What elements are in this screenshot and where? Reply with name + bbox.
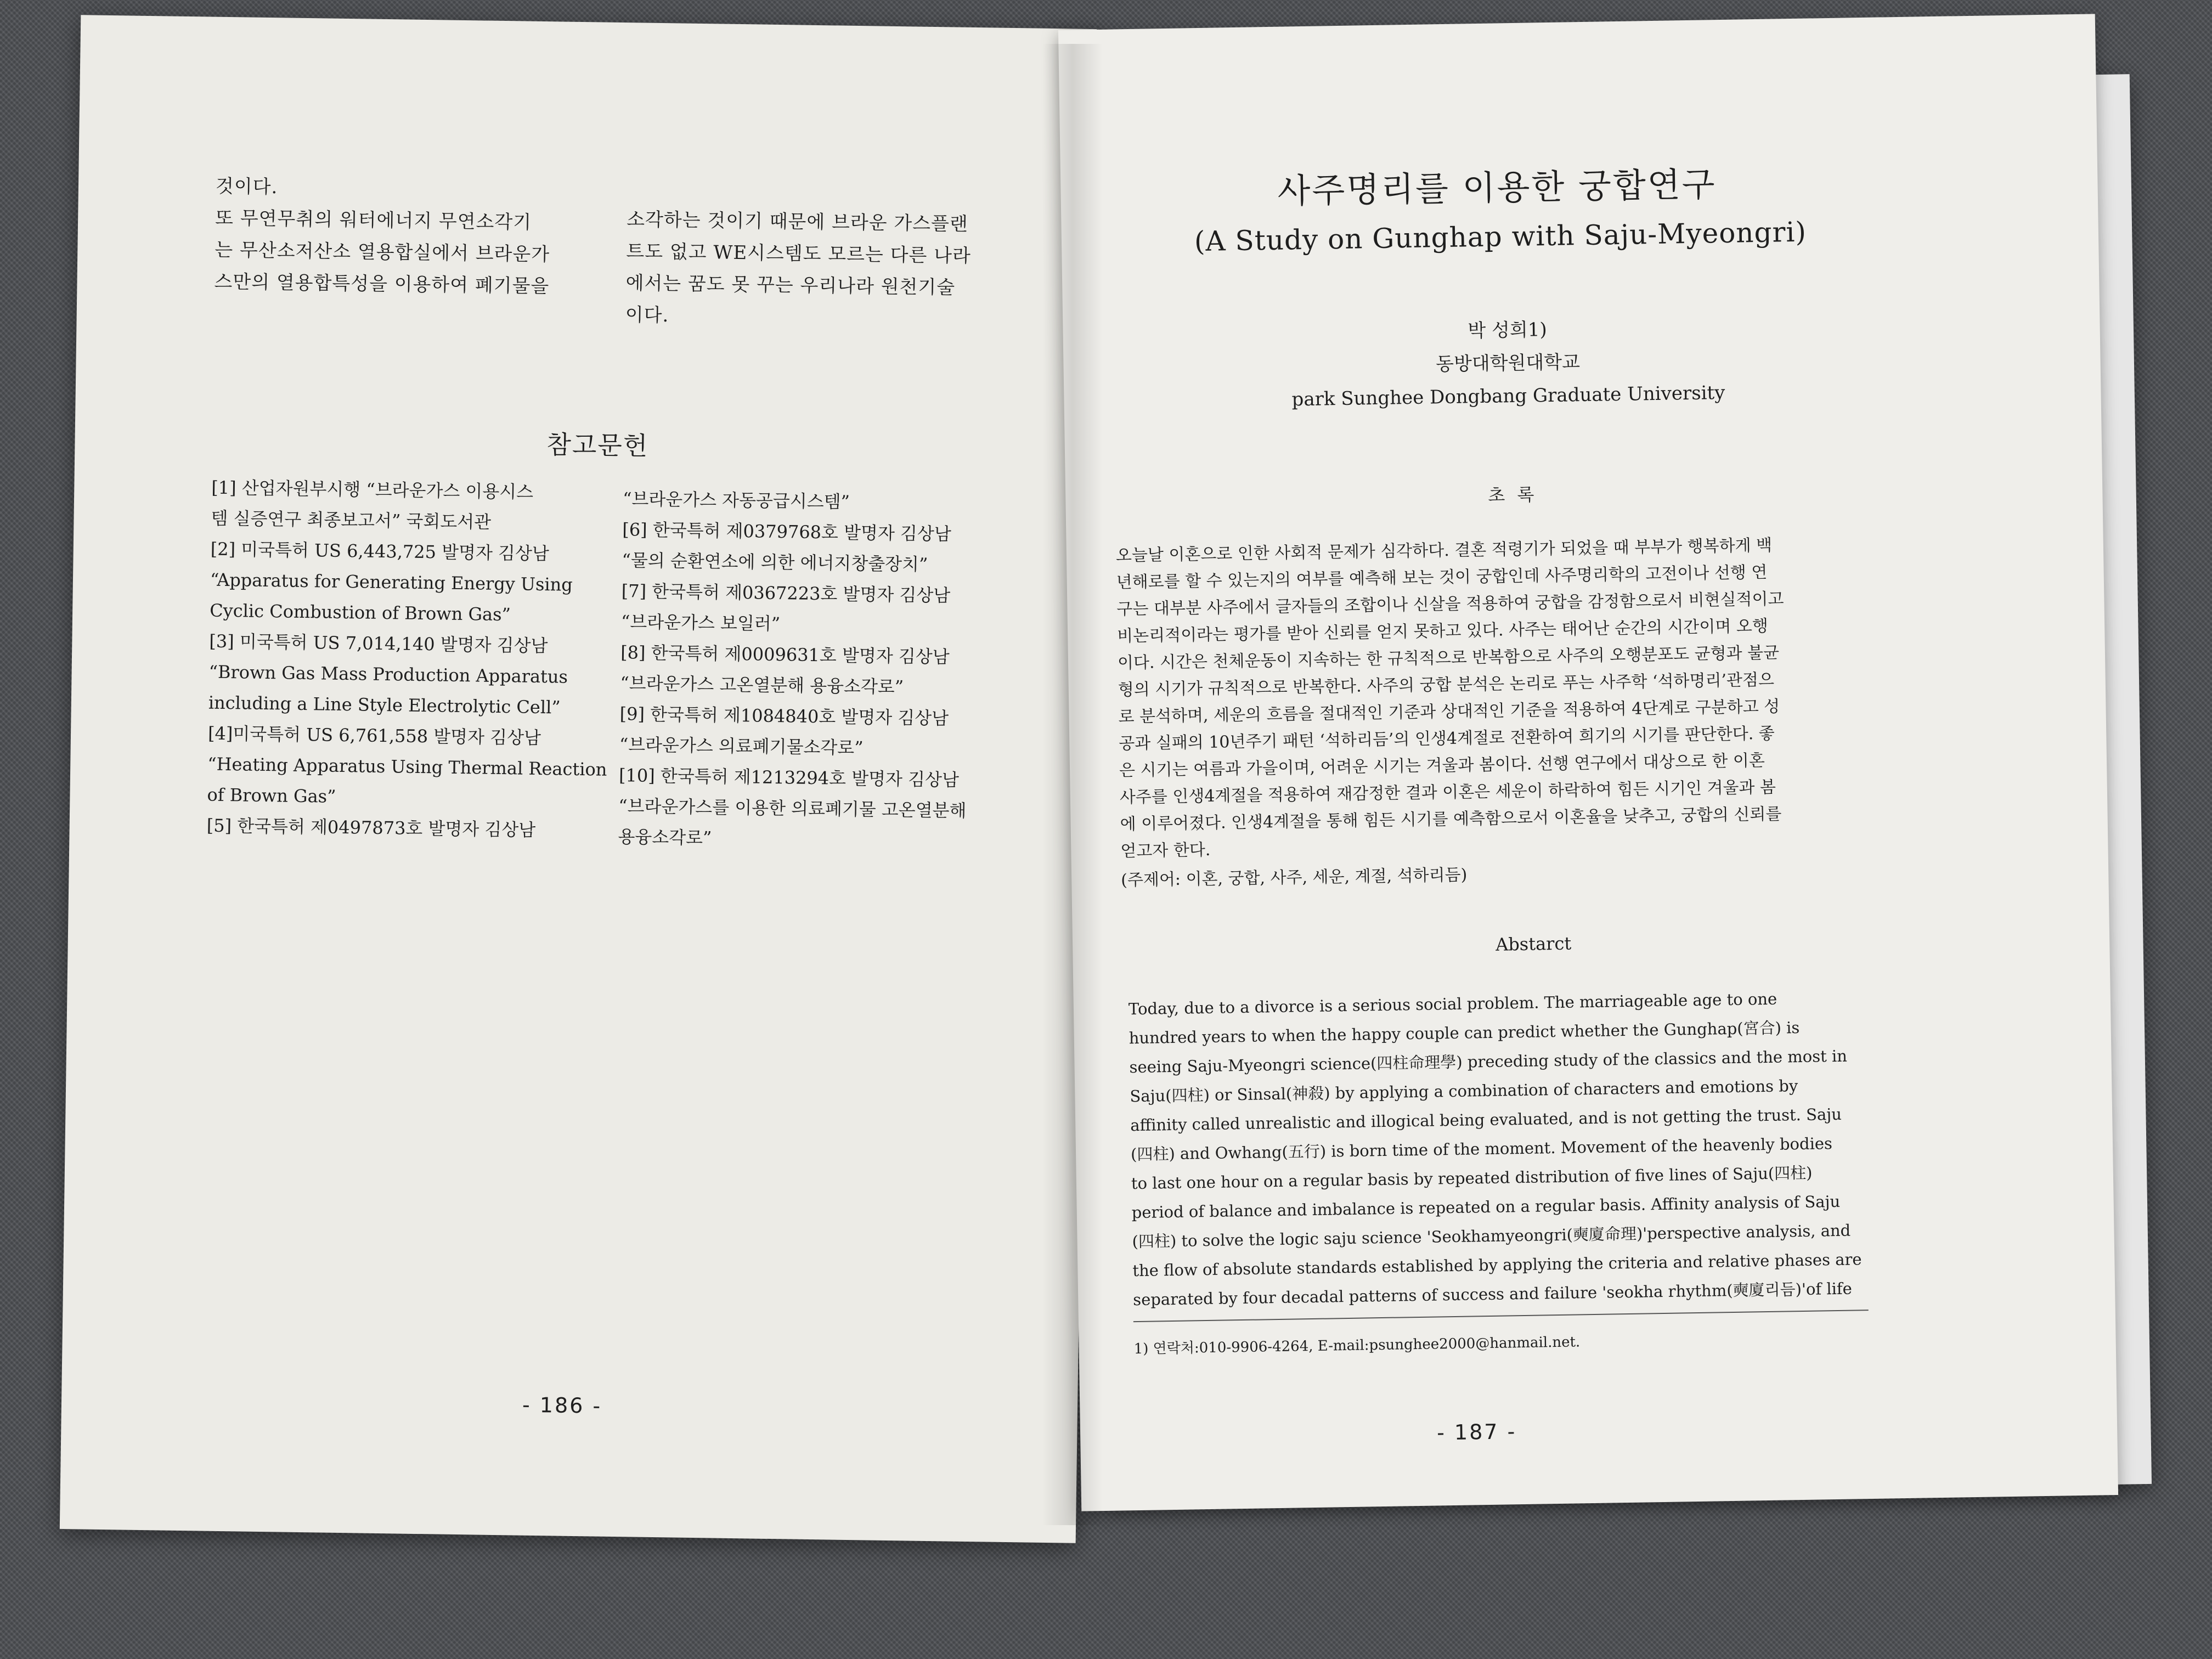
reference-line: “물의 순환연소에 의한 에너지창출장치” — [622, 550, 928, 575]
text-line: 이다. 시간은 천체운동이 지속하는 한 규칙적으로 반복함으로 사주의 오행분포도 균형과 불균 — [1117, 643, 1780, 673]
text-line: period of balance and imbalance is repeated on a regular basis. Affinity analysis of Saju — [1131, 1192, 1841, 1222]
reference-line: “Apparatus for Generating Energy Using — [210, 569, 573, 595]
abstract-heading-en: Abstarct — [1495, 933, 1572, 955]
keywords: (주제어: 이혼, 궁합, 사주, 세운, 계절, 석하리듬) — [1120, 865, 1468, 890]
reference-line: “브라운가스 고온열분해 용융소각로” — [620, 673, 904, 698]
abstract-en — [1128, 983, 1869, 1314]
reference-line: of Brown Gas” — [207, 784, 336, 807]
paper-title-kr: 사주명리를 이용한 궁합연구 — [1277, 164, 1717, 211]
reference-line: [8] 한국특허 제0009631호 발명자 김상남 — [620, 642, 950, 668]
text-line: 비논리적이라는 평가를 받아 신뢰를 얻지 못하고 있다. 사주는 태어난 순간의 시간이며 오행 — [1117, 616, 1769, 646]
text-line: 형의 시기가 규칙적으로 반복한다. 사주의 궁합 분석은 논리로 푸는 사주학 ‘석하명리’관점으 — [1118, 670, 1775, 700]
reference-line: [3] 미국특허 US 7,014,140 발명자 김상남 — [209, 630, 548, 657]
text-line: 구는 대부분 사주에서 글자들의 조합이나 신살을 적용하여 궁합을 감정함으로서 비현실적이고 — [1116, 589, 1784, 619]
text-line: seeing Saju-Myeongri science(四柱命理學) preceding study of the classics and the most in — [1129, 1046, 1848, 1077]
reference-line: [5] 한국특허 제0497873호 발명자 김상남 — [206, 815, 536, 840]
reference-line: “브라운가스를 이용한 의료폐기물 고온열분해 — [618, 795, 967, 821]
reference-line: “Brown Gas Mass Production Apparatus — [208, 661, 568, 687]
abstract-kr — [1116, 531, 1867, 894]
reference-line: [6] 한국특허 제0379768호 발명자 김상남 — [622, 519, 952, 545]
text-line: 공과 실패의 10년주기 패턴 ‘석하리듬’의 인생4계절로 전환하여 희기의 시기를 판단한다. 좋 — [1119, 724, 1775, 754]
text-line: the flow of absolute standards established by applying the criteria and relative phases are — [1132, 1250, 1862, 1280]
text-line: 사주를 인생4계절을 적용하여 재감정한 결과 이혼은 세운이 하락하여 힘든 시기인 겨울과 봄 — [1119, 777, 1776, 808]
author-name-en: park Sunghee Dongbang Graduate University — [1291, 382, 1725, 411]
reference-line: [4]미국특허 US 6,761,558 발명자 김상남 — [207, 723, 541, 749]
reference-line: [9] 한국특허 제1084840호 발명자 김상남 — [619, 703, 949, 729]
body-text-col2 — [625, 204, 1043, 337]
text-line: 것이다. — [215, 175, 278, 199]
reference-line: [7] 한국특허 제0367223호 발명자 김상남 — [621, 580, 951, 606]
affiliation: 동방대학원대학교 — [1435, 351, 1581, 376]
text-line: Saju(四柱) or Sinsal(神殺) by applying a combination of characters and emotions by — [1130, 1076, 1798, 1106]
text-line: 오늘날 이혼으로 인한 사회적 문제가 심각하다. 결혼 적령기가 되었을 때 부부가 행복하게 백 — [1115, 535, 1773, 566]
text-line: 이다. — [625, 304, 669, 327]
text-line: (四柱) and Owhang(五行) is born time of the moment. Movement of the heavenly bodies — [1130, 1134, 1833, 1164]
text-line: affinity called unrealistic and illogical being evaluated, and is not getting the trust. Saju — [1130, 1104, 1842, 1135]
text-line: 에서는 꿈도 못 꾸는 우리나라 원천기술 — [625, 272, 956, 299]
text-line: 로 분석하며, 세운의 흐름을 절대적인 기준과 상대적인 기준을 적용하여 4단계로 구분하고 성 — [1118, 697, 1780, 727]
right-page — [1058, 14, 2118, 1511]
reference-line: [2] 미국특허 US 6,443,725 발명자 김상남 — [210, 538, 550, 565]
footnote: 1) 연락처:010-9906-4264, E-mail:psunghee2000@hanmail.net. — [1133, 1334, 1581, 1358]
reference-line: 템 실증연구 최종보고서” 국회도서관 — [211, 507, 492, 533]
reference-line: “브라운가스 보일러” — [620, 611, 781, 635]
page-number-right: - 187 - — [1436, 1419, 1517, 1445]
reference-line: “Heating Apparatus Using Thermal Reaction — [207, 753, 607, 780]
reference-line: [1] 산업자원부시행 “브라운가스 이용시스 — [211, 477, 534, 503]
reference-line: “브라운가스 자동공급시스템” — [622, 488, 850, 512]
references-col1 — [206, 472, 628, 847]
text-line: 년해로를 할 수 있는지의 여부를 예측해 보는 것이 궁합인데 사주명리학의 고전이나 선행 연 — [1116, 562, 1768, 592]
text-line: 은 시기는 여름과 가을이며, 어려운 시기는 겨울과 봄이다. 선행 연구에서 대상으로 한 이혼 — [1119, 751, 1765, 781]
abstract-heading-kr: 초 록 — [1488, 484, 1538, 506]
text-line: 스만의 열용합특성을 이용하여 폐기물을 — [214, 270, 550, 298]
references-title: 참고문헌 — [546, 430, 649, 461]
text-line: Today, due to a divorce is a serious social problem. The marriageable age to one — [1128, 989, 1778, 1019]
text-line: 또 무연무취의 워터에너지 무연소각기 — [215, 207, 532, 234]
text-line: 소각하는 것이기 때문에 브라운 가스플랜 — [626, 208, 969, 235]
text-line: hundred years to when the happy couple can predict whether the Gunghap(宮合) is — [1128, 1018, 1800, 1048]
references-col2 — [618, 483, 1051, 858]
text-line: separated by four decadal patterns of success and failure 'seokha rhythm(奭廈리듬)'of life — [1133, 1279, 1853, 1310]
text-line: to last one hour on a regular basis by repeated distribution of five lines of Saju(四柱) — [1131, 1163, 1813, 1193]
reference-line: “브라운가스 의료폐기물소각로” — [619, 734, 864, 759]
page-number-left: - 186 - — [522, 1392, 602, 1418]
text-line: 트도 없고 WE시스템도 모르는 다른 나라 — [626, 240, 972, 267]
reference-line: Cyclic Combustion of Brown Gas” — [209, 600, 511, 625]
body-text-col1 — [214, 171, 633, 304]
author-name: 박 성희1) — [1468, 319, 1548, 342]
left-page — [60, 15, 1097, 1543]
reference-line: 용융소각로” — [618, 826, 712, 849]
reference-line: including a Line Style Electrolytic Cell” — [208, 692, 561, 718]
paper-title-en: (A Study on Gunghap with Saju-Myeongri) — [1194, 216, 1807, 258]
text-line: 얻고자 한다. — [1120, 840, 1211, 861]
text-line: (四柱) to solve the logic saju science 'Seokhamyeongri(奭廈命理)'perspective analysis, and — [1132, 1221, 1851, 1251]
text-line: 는 무산소저산소 열용합실에서 브라운가 — [215, 239, 550, 266]
text-line: 에 이루어졌다. 인생4계절을 통해 힘든 시기를 예측함으로서 이혼율을 낮추고, 궁합의 신뢰를 — [1120, 804, 1782, 834]
reference-line: [10] 한국특허 제1213294호 발명자 김상남 — [618, 765, 960, 791]
author-block — [1063, 308, 1898, 420]
